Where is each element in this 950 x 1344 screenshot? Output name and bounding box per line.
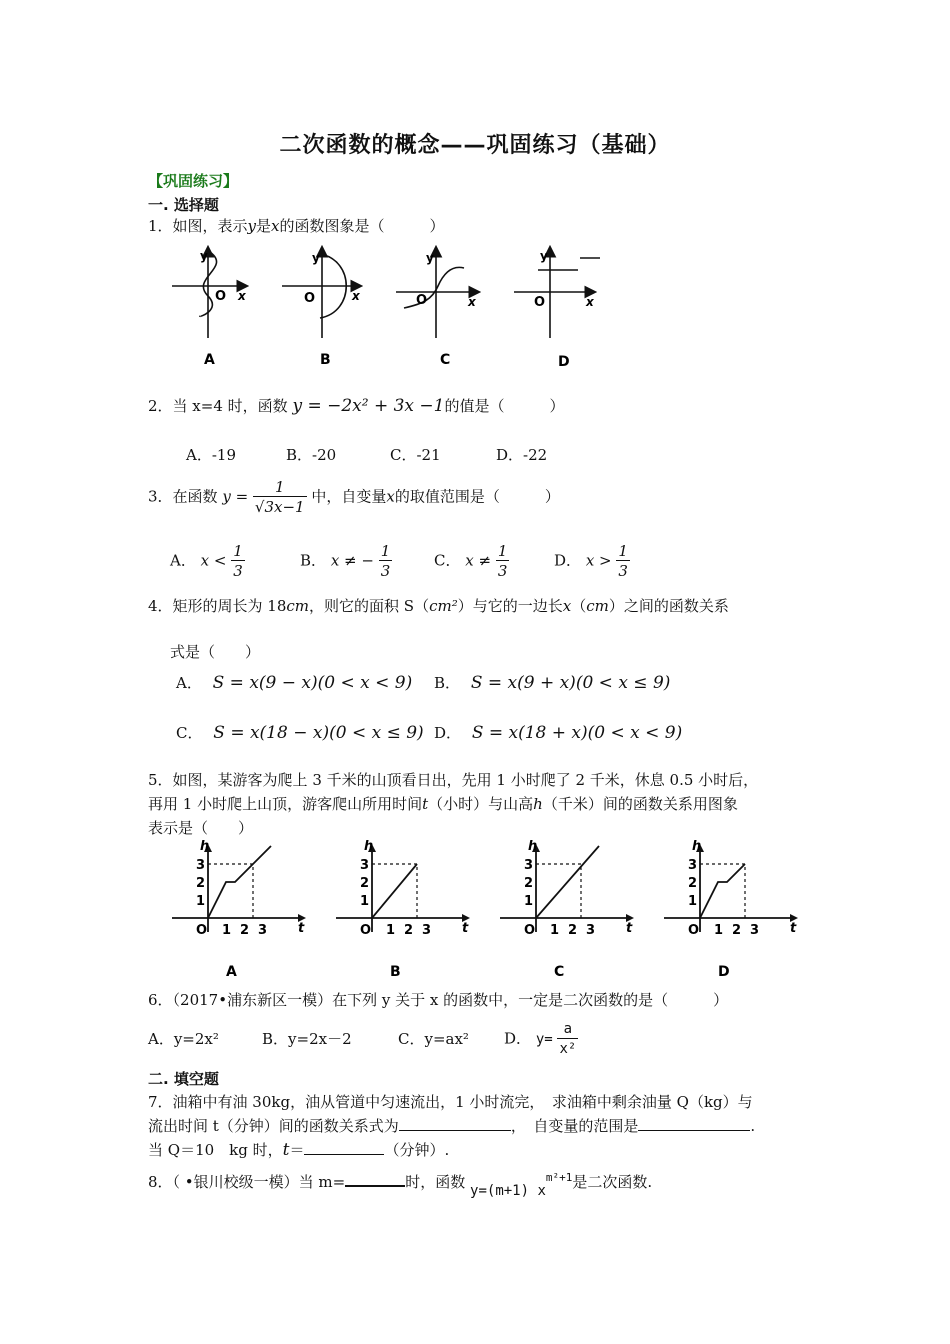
q7-line1: 7．油箱中有油 30kg，油从管道中匀速流出，1 小时流完， 求油箱中剩余油量 Q（kg）与 xyxy=(148,1093,753,1111)
q3-option-d xyxy=(554,542,630,581)
q7-var-t: t xyxy=(282,1140,290,1160)
q4-var-x: x xyxy=(562,597,572,615)
q8-end: 是二次函数. xyxy=(572,1173,653,1191)
question-8 xyxy=(148,1168,653,1199)
q5-b-tick-y-1: 1 xyxy=(360,894,370,909)
q5-a-tick-x-3: 3 xyxy=(258,923,268,938)
q3-d-num: 1 xyxy=(618,542,628,560)
q1-var-x: x xyxy=(271,217,280,235)
q3-d-label: D． xyxy=(554,551,582,570)
q5-d-line xyxy=(700,864,745,918)
q4-d-expr: S = x(18 + x)(0 < x < 9) xyxy=(471,723,683,743)
q5-a-tick-y-1: 1 xyxy=(196,894,206,909)
q5-a-tick-x-1: 1 xyxy=(222,923,232,938)
q1-graphs xyxy=(160,238,620,368)
q5-c-axis-t-label: t xyxy=(626,921,633,936)
q2-formula: y = −2x² + 3x −1 xyxy=(292,396,445,416)
q3-lhs: y = xyxy=(222,487,249,506)
q3-b-num: 1 xyxy=(380,542,391,560)
q5-line2b: （小时）与山高 xyxy=(428,795,534,813)
q5-d-tick-x-2: 2 xyxy=(732,923,742,938)
q1-b-axis-x: x xyxy=(352,289,360,303)
q5-b-axis-h-label: h xyxy=(364,840,374,854)
q5-a-axis-h-label: h xyxy=(200,840,210,854)
q7-line3c: （分钟）. xyxy=(384,1141,450,1159)
q5-c-tick-x-3: 3 xyxy=(586,923,596,938)
q5-c-origin: O xyxy=(524,923,536,938)
q4-option-b xyxy=(434,672,670,693)
q5-label-d: D xyxy=(718,964,730,980)
q6-option-c: C．y=ax² xyxy=(398,1030,469,1048)
q1-label-c: C xyxy=(440,352,451,368)
q3-end: 中，自变量 xyxy=(311,487,387,506)
q5-b-line xyxy=(372,864,417,918)
q3-c-num: 1 xyxy=(497,542,508,560)
q5-a-guide xyxy=(208,864,253,918)
q4-line1a: 4．矩形的周长为 18 xyxy=(148,597,287,615)
q1-label-b: B xyxy=(320,352,331,368)
q8-mid: 时，函数 xyxy=(405,1173,466,1191)
q8-formula-exp: m²+1 xyxy=(545,1171,573,1184)
q7-line3a: 当 Q＝10 kg 时， xyxy=(148,1141,283,1159)
q1-d-axis-x: x xyxy=(586,295,594,309)
q6-d-frac xyxy=(557,1020,578,1059)
q1-b-axis-y: y xyxy=(312,251,320,265)
q1-graph-a xyxy=(172,248,247,338)
section-practice-heading: 【巩固练习】 xyxy=(148,172,239,190)
q3-num: 1 xyxy=(253,478,307,497)
q5-a-tick-x-2: 2 xyxy=(240,923,250,938)
q5-c-tick-x-1: 1 xyxy=(550,923,560,938)
q4-c-label: C． xyxy=(176,724,203,742)
q3-fraction xyxy=(253,478,307,517)
q3-end2: 的取值范围是（ ） xyxy=(394,487,560,506)
q1-c-axis-x: x xyxy=(468,295,476,309)
q5-var-h: h xyxy=(533,795,543,813)
q4-line1e: ）之间的函数关系 xyxy=(608,597,729,615)
q6-d-den: x² xyxy=(559,1041,577,1057)
q5-line2 xyxy=(148,794,738,814)
q5-line2c: （千米）间的函数关系用图象 xyxy=(542,795,738,813)
q1-label-a: A xyxy=(204,352,215,368)
q5-c-axis-h-label: h xyxy=(528,840,538,854)
q2-option-a: A．-19 xyxy=(186,446,236,464)
q3-b-label: B． xyxy=(300,551,327,570)
q4-b-expr: S = x(9 + x)(0 < x ≤ 9) xyxy=(470,673,671,693)
q1-var-y: y xyxy=(247,217,257,235)
q4-a-label: A． xyxy=(176,674,202,692)
q6-option-d xyxy=(504,1020,578,1059)
q3-option-b xyxy=(300,542,392,581)
q1-graph-d xyxy=(514,248,600,338)
q5-c-tick-y-3: 3 xyxy=(524,858,534,873)
section-choice-heading: 一. 选择题 xyxy=(148,196,219,214)
q6-option-a: A．y=2x² xyxy=(148,1030,219,1048)
q5-a-tick-y-2: 2 xyxy=(196,876,206,891)
q6-option-b: B．y=2x－2 xyxy=(262,1030,352,1048)
q3-c-frac xyxy=(496,542,510,581)
q5-label-a: A xyxy=(226,964,237,980)
q1-a-axis-y: y xyxy=(200,249,208,263)
q3-b-expr: x ≠ − xyxy=(330,551,374,570)
q5-graphs xyxy=(168,840,818,990)
q4-a-expr: S = x(9 − x)(0 < x < 9) xyxy=(212,673,413,693)
page-title: 二次函数的概念——巩固练习（基础） xyxy=(279,133,671,158)
q5-a-axis-t-label: t xyxy=(298,921,305,936)
q1-a-origin: O xyxy=(215,289,227,304)
q5-d-axis-h-label: h xyxy=(692,840,702,854)
q3-a-expr: x < xyxy=(200,551,227,570)
q5-a-line xyxy=(208,846,271,918)
question-6: 6．（2017•浦东新区一模）在下列 y 关于 x 的函数中，一定是二次函数的是（ ） xyxy=(148,991,729,1009)
q5-b-axis-t-label: t xyxy=(462,921,469,936)
q2-text: 2．当 x=4 时，函数 xyxy=(148,397,288,415)
q3-a-label: A． xyxy=(170,551,196,570)
q5-c-line xyxy=(536,846,599,918)
q1-d-origin: O xyxy=(534,295,546,310)
q6-d-label: D． xyxy=(504,1029,532,1048)
q1-text: 1．如图，表示 xyxy=(148,217,248,235)
q4-line1c: ）与它的一边长 xyxy=(457,597,563,615)
q3-b-den: 3 xyxy=(380,562,391,580)
q5-a-origin: O xyxy=(196,923,208,938)
q5-b-tick-x-3: 3 xyxy=(422,923,432,938)
q4-line2: 式是（ ） xyxy=(170,643,261,661)
q4-cm3: cm xyxy=(586,597,609,615)
q1-d-axis-y: y xyxy=(540,249,548,263)
q7-blank-range[interactable] xyxy=(638,1130,750,1131)
q5-b-origin: O xyxy=(360,923,372,938)
q7-line2a: 流出时间 t（分钟）间的函数关系式为 xyxy=(148,1117,399,1135)
q5-line2a: 再用 1 小时爬上山顶，游客爬山所用时间 xyxy=(148,795,423,813)
q4-line1d: （ xyxy=(571,597,587,615)
q1-label-d: D xyxy=(558,354,570,368)
q3-d-den: 3 xyxy=(618,562,628,580)
q2-option-b: B．-20 xyxy=(286,446,337,464)
q3-b-frac xyxy=(379,542,393,581)
q4-cm1: cm xyxy=(286,597,310,615)
q1-graph-c xyxy=(396,248,478,338)
q3-a-frac xyxy=(231,542,245,581)
q3-text: 3．在函数 xyxy=(148,487,218,506)
question-4 xyxy=(148,596,729,616)
q5-var-t: t xyxy=(422,795,429,813)
q5-a-tick-y-3: 3 xyxy=(196,858,206,873)
q5-label-c: C xyxy=(554,964,565,980)
q5-d-tick-y-1: 1 xyxy=(688,894,698,909)
q4-option-d xyxy=(434,722,682,743)
q3-a-den: 3 xyxy=(233,562,243,580)
q5-d-tick-x-3: 3 xyxy=(750,923,760,938)
q3-var-x: x xyxy=(386,487,395,506)
q5-d-axis-t-label: t xyxy=(790,921,797,936)
q2-option-c: C．-21 xyxy=(390,446,441,464)
q8-blank-m[interactable] xyxy=(345,1185,405,1187)
q5-b-tick-y-2: 2 xyxy=(360,876,370,891)
q3-d-expr: x > xyxy=(585,551,612,570)
q7-line2b: ， 自变量的范围是 xyxy=(510,1117,639,1135)
q1-c-axis-y: y xyxy=(426,251,434,265)
q6-d-num: a xyxy=(557,1020,578,1039)
q5-c-tick-y-1: 1 xyxy=(524,894,534,909)
q3-den: √3x−1 xyxy=(254,498,305,516)
q5-c-tick-x-2: 2 xyxy=(568,923,578,938)
question-2 xyxy=(148,396,565,416)
q5-line1: 5．如图，某游客为爬上 3 千米的山顶看日出，先用 1 小时爬了 2 千米，休息 0.5 小时后， xyxy=(148,771,759,789)
q5-d-guide xyxy=(700,864,745,918)
section-fill-heading: 二. 填空题 xyxy=(148,1070,219,1088)
q5-d-tick-y-2: 2 xyxy=(688,876,698,891)
q3-c-expr: x ≠ xyxy=(465,551,492,570)
q1-a-axis-x: x xyxy=(238,289,246,303)
q7-blank-time[interactable] xyxy=(304,1154,384,1155)
q5-d-tick-y-3: 3 xyxy=(688,858,698,873)
q3-c-den: 3 xyxy=(497,562,508,580)
q6-d-lhs: y= xyxy=(535,1031,553,1048)
q2-end: 的值是（ ） xyxy=(444,397,565,415)
q4-b-label: B． xyxy=(434,674,461,692)
q7-line3 xyxy=(148,1140,449,1160)
q1-mid: 是 xyxy=(256,217,272,235)
q2-option-d: D．-22 xyxy=(496,446,548,464)
q4-d-label: D． xyxy=(434,724,462,742)
question-1 xyxy=(148,216,445,236)
q7-blank-function[interactable] xyxy=(399,1130,511,1131)
q4-c-expr: S = x(18 − x)(0 < x ≤ 9) xyxy=(213,723,424,743)
q4-option-c xyxy=(176,722,424,743)
q5-b-tick-y-3: 3 xyxy=(360,858,370,873)
q5-b-tick-x-1: 1 xyxy=(386,923,396,938)
q5-d-origin: O xyxy=(688,923,700,938)
q3-d-frac xyxy=(616,542,630,581)
q1-end: 的函数图象是（ ） xyxy=(279,217,445,235)
q1-b-origin: O xyxy=(304,291,316,306)
q4-line1b: ，则它的面积 S（ xyxy=(309,597,430,615)
q5-c-tick-y-2: 2 xyxy=(524,876,534,891)
q5-b-tick-x-2: 2 xyxy=(404,923,414,938)
q3-option-c xyxy=(434,542,509,581)
q5-label-b: B xyxy=(390,964,401,980)
q5-d-tick-x-1: 1 xyxy=(714,923,724,938)
q1-graph-b xyxy=(282,248,361,338)
q7-line2 xyxy=(148,1116,755,1136)
question-3 xyxy=(148,478,560,517)
q7-line2c: . xyxy=(750,1117,756,1135)
q8-text: 8．（ •银川校级一模）当 m= xyxy=(148,1173,346,1191)
q5-line3: 表示是（ ） xyxy=(148,819,254,837)
q3-a-num: 1 xyxy=(233,542,243,560)
q3-option-a xyxy=(170,542,245,581)
q7-line3b: ＝ xyxy=(289,1141,305,1159)
q8-formula-base: y=(m+1) x xyxy=(470,1183,546,1199)
q4-cm2: cm² xyxy=(429,597,458,615)
q4-option-a xyxy=(176,672,412,693)
q3-c-label: C． xyxy=(434,551,461,570)
q1-c-origin: O xyxy=(416,293,428,308)
